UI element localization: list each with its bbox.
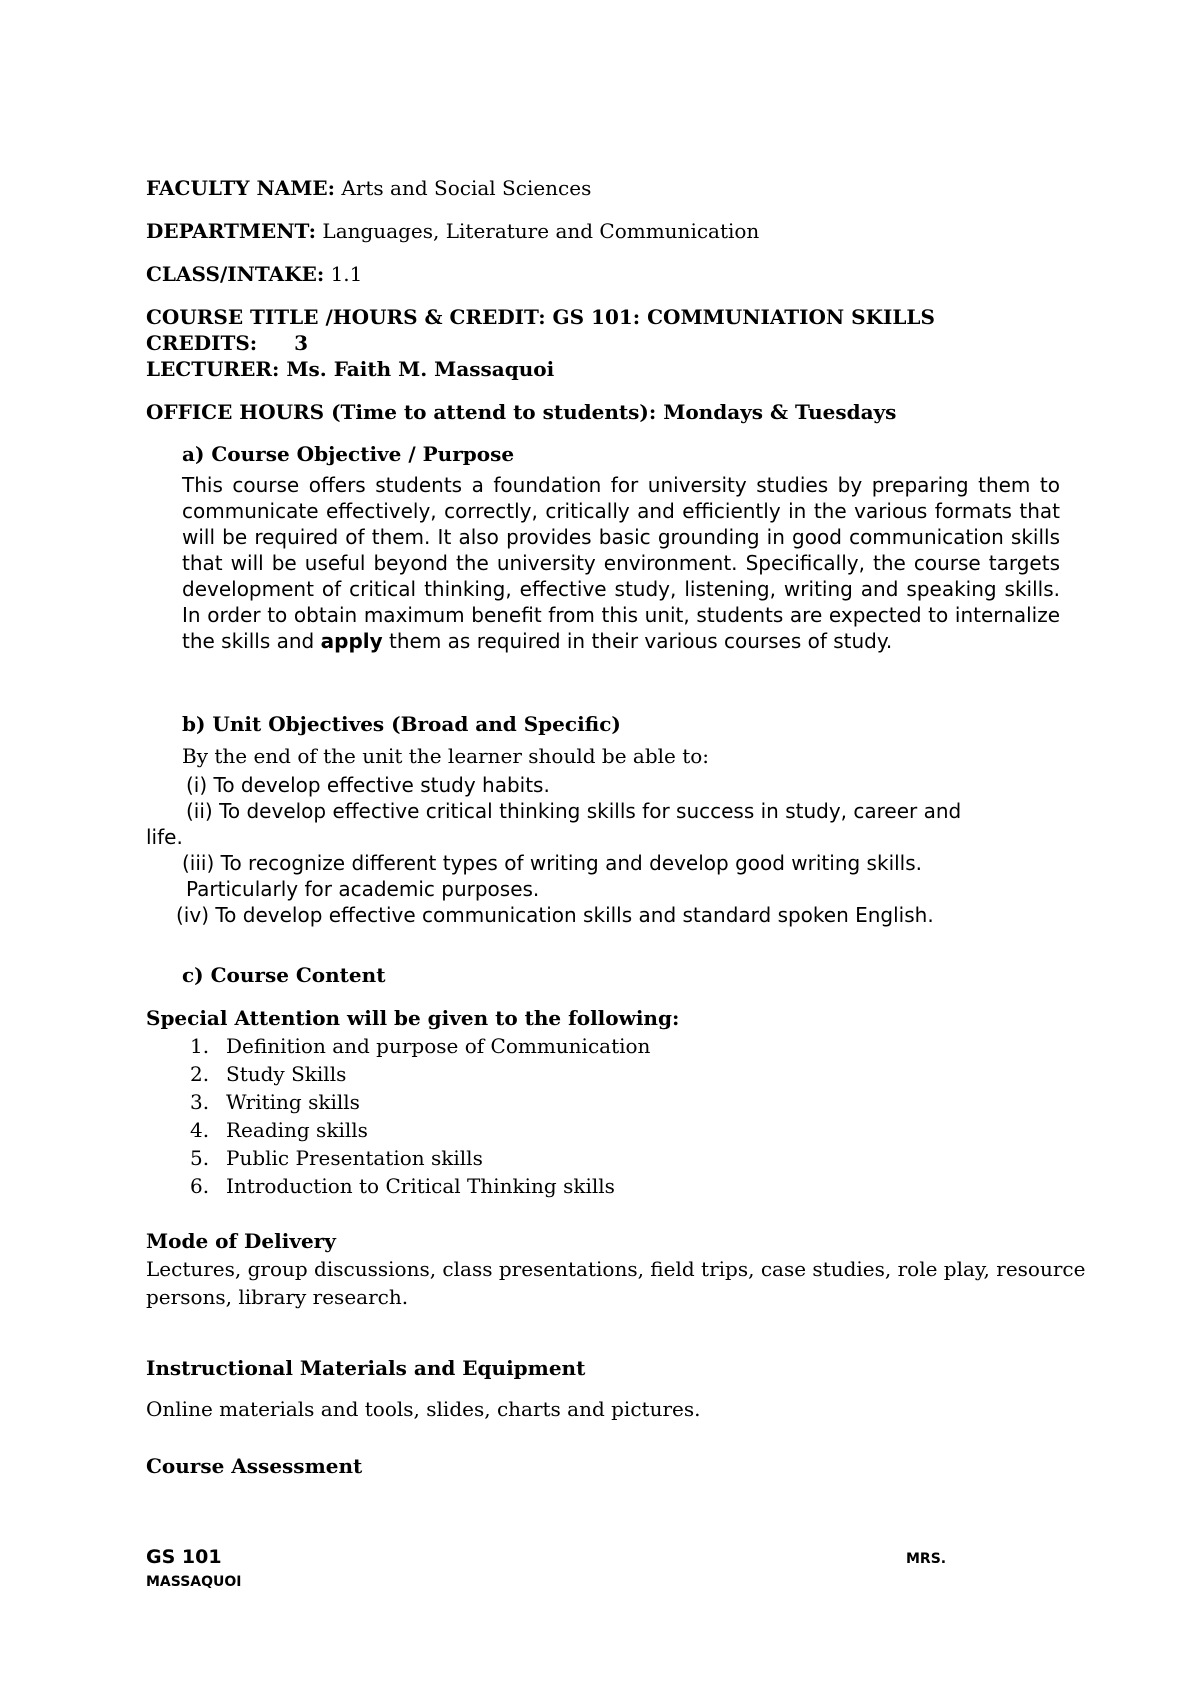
unit-objective-3-cont: Particularly for academic purposes. [186, 877, 540, 901]
course-objective-text-end: them as required in their various courses of study. [389, 629, 893, 653]
faculty-label: FACULTY NAME: [146, 176, 336, 200]
course-title-line: COURSE TITLE /HOURS & CREDIT: GS 101: COMMUNIATION SKILLS [146, 305, 935, 329]
footer-lecturer-name: MASSAQUOI [146, 1574, 242, 1590]
unit-objective-2: (ii) To develop effective critical thinking skills for success in study, career and [186, 799, 962, 823]
section-c-heading: c) Course Content [182, 963, 386, 987]
delivery-text-2: persons, library research. [146, 1285, 409, 1309]
footer-lecturer-title: MRS. [906, 1551, 947, 1567]
delivery-heading: Mode of Delivery [146, 1229, 336, 1253]
credits-label: CREDITS: [146, 331, 258, 355]
list-item: Reading skills [226, 1118, 368, 1142]
course-objective-paragraph [182, 472, 1060, 654]
unit-objective-2-cont: life. [146, 825, 183, 849]
special-attention-heading: Special Attention will be given to the following: [146, 1006, 680, 1030]
list-item: Writing skills [226, 1090, 360, 1114]
list-item: Definition and purpose of Communication [226, 1034, 651, 1058]
unit-objective-3: (iii) To recognize different types of writing and develop good writing skills. [182, 851, 923, 875]
course-objective-emphasis: apply [320, 629, 383, 653]
faculty-value: Arts and Social Sciences [341, 176, 592, 200]
faculty-line [146, 175, 591, 201]
list-item-number: 2. [190, 1062, 210, 1086]
list-item: Study Skills [226, 1062, 347, 1086]
course-objective-text: This course offers students a foundation for university studies by preparing them to communicate effectively, correctly, critically and efficiently in the various formats that will be required of them. It also provides basic grounding in good communication skills that will be useful beyond the university environment. Specifically, the course targets development of critical thinking, effective study, listening, writing and speaking skills. In order to obtain maximum benefit from this unit, students are expected to internalize the skills and [182, 473, 1060, 653]
materials-text: Online materials and tools, slides, charts and pictures. [146, 1397, 701, 1421]
class-label: CLASS/INTAKE: [146, 262, 325, 286]
section-b-heading: b) Unit Objectives (Broad and Specific) [182, 712, 621, 736]
credits-line [146, 330, 308, 356]
credits-value: 3 [294, 331, 309, 355]
unit-objective-1: (i) To develop effective study habits. [186, 773, 550, 797]
lecturer-line: LECTURER: Ms. Faith M. Massaquoi [146, 357, 555, 381]
assessment-heading: Course Assessment [146, 1454, 363, 1478]
list-item-number: 6. [190, 1174, 210, 1198]
unit-objectives-intro: By the end of the unit the learner should be able to: [182, 744, 710, 768]
list-item-number: 1. [190, 1034, 210, 1058]
department-line [146, 218, 759, 244]
list-item-number: 5. [190, 1146, 210, 1170]
office-hours-line: OFFICE HOURS (Time to attend to students): Mondays & Tuesdays [146, 400, 897, 424]
section-a-heading: a) Course Objective / Purpose [182, 442, 515, 466]
footer-course-code: GS 101 [146, 1546, 222, 1568]
materials-heading: Instructional Materials and Equipment [146, 1356, 586, 1380]
class-line [146, 261, 362, 287]
list-item: Introduction to Critical Thinking skills [226, 1174, 615, 1198]
class-value: 1.1 [330, 262, 363, 286]
unit-objective-4: (iv) To develop effective communication skills and standard spoken English. [176, 903, 934, 927]
list-item-number: 4. [190, 1118, 210, 1142]
delivery-text-1: Lectures, group discussions, class presentations, field trips, case studies, role play, resource [146, 1257, 1086, 1281]
department-value: Languages, Literature and Communication [322, 219, 760, 243]
list-item: Public Presentation skills [226, 1146, 483, 1170]
list-item-number: 3. [190, 1090, 210, 1114]
department-label: DEPARTMENT: [146, 219, 317, 243]
